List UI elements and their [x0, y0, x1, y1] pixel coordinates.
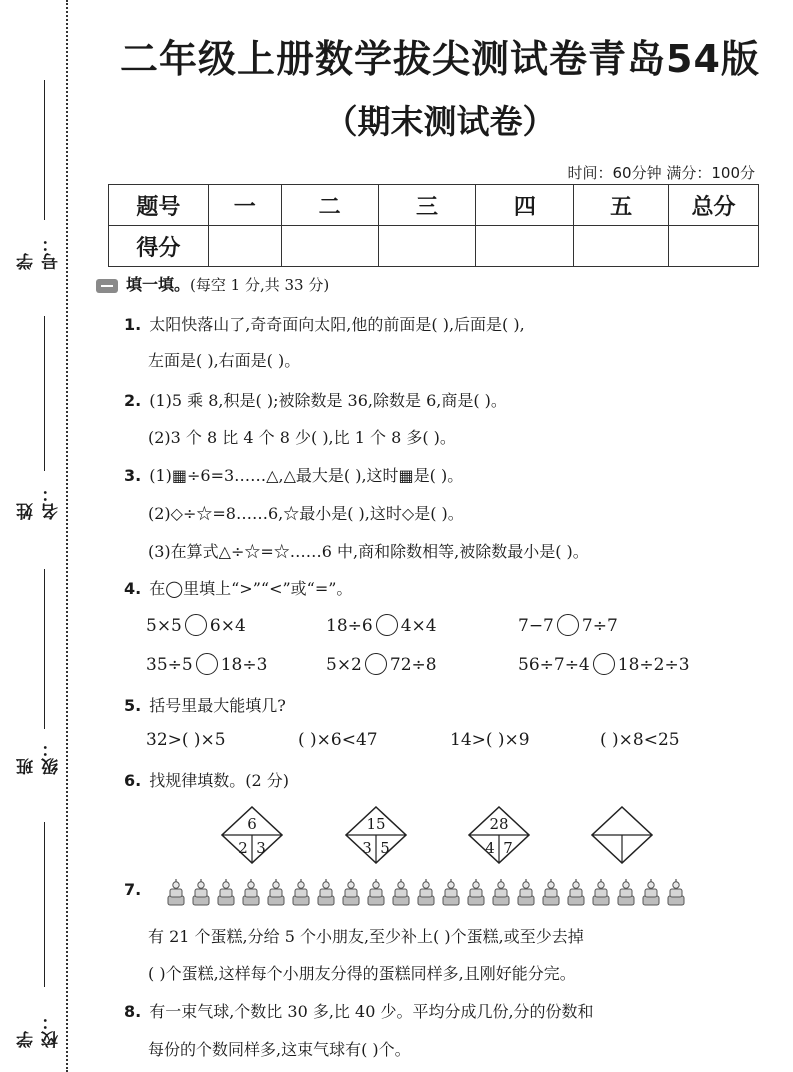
question-1-line-1: 太阳快落山了,奇奇面向太阳,他的前面是( ),后面是( ),	[149, 315, 525, 334]
diamond-right-number: 5	[380, 839, 390, 857]
cake-icon	[418, 879, 434, 905]
compare-left: 18÷6	[326, 616, 373, 636]
diamond-left-number: 4	[485, 839, 495, 857]
compare-right: 4×4	[400, 616, 437, 636]
header-cell-question-no: 题号	[109, 185, 209, 226]
compare-right: 6×4	[209, 616, 246, 636]
name-line[interactable]	[44, 316, 45, 471]
class-field	[8, 565, 62, 775]
cake-icon	[293, 879, 309, 905]
question-7-line-2: ( )个蛋糕,这样每个小朋友分得的蛋糕同样多,且刚好能分完。	[148, 964, 576, 983]
question-7-line-1: 有 21 个蛋糕,分给 5 个小朋友,至少补上( )个蛋糕,或至少去掉	[148, 927, 584, 946]
section-1-heading	[96, 272, 329, 295]
question-6	[124, 768, 289, 791]
question-number: 5.	[124, 696, 142, 715]
header-cell-3: 三	[378, 185, 476, 226]
question-8-line-2: 每份的个数同样多,这束气球有( )个。	[148, 1040, 411, 1059]
compare-circle[interactable]	[557, 614, 579, 636]
cake-icon	[618, 879, 634, 905]
school-field	[8, 818, 62, 1048]
cake-icon	[193, 879, 209, 905]
question-3	[124, 463, 463, 486]
page-subtitle: （期末测试卷）	[324, 102, 556, 141]
compare-left: 5×5	[146, 616, 182, 636]
score-cell-4[interactable]	[476, 226, 574, 267]
cake-icon	[518, 879, 534, 905]
compare-item	[326, 653, 437, 675]
diamond-right-number: 7	[503, 839, 513, 857]
compare-left: 35÷5	[146, 655, 193, 675]
score-cell-3[interactable]	[378, 226, 476, 267]
cake-icon	[393, 879, 409, 905]
compare-item	[518, 614, 618, 636]
score-row-label: 得分	[109, 226, 209, 267]
compare-right: 18÷3	[220, 655, 268, 675]
question-8-line-1: 有一束气球,个数比 30 多,比 40 少。平均分成几份,分的份数和	[149, 1002, 594, 1021]
compare-item	[518, 653, 690, 675]
section-1-title: 填一填。	[126, 275, 191, 294]
diamond-top-number: 6	[247, 815, 257, 833]
question-1	[124, 312, 525, 335]
compare-right: 18÷2÷3	[617, 655, 690, 675]
pattern-diamond	[468, 806, 530, 864]
question-5	[124, 693, 286, 716]
compare-left: 7−7	[518, 616, 554, 636]
score-table-header-row	[109, 185, 759, 226]
score-cell-1[interactable]	[208, 226, 281, 267]
header-cell-2: 二	[281, 185, 378, 226]
question-number: 3.	[124, 466, 142, 485]
student-id-label: 学号：	[17, 234, 62, 270]
cake-icon	[243, 879, 259, 905]
score-cell-2[interactable]	[281, 226, 378, 267]
compare-item	[146, 653, 267, 675]
diamond-right-number: 3	[256, 839, 266, 857]
question-8	[124, 999, 594, 1022]
compare-circle[interactable]	[365, 653, 387, 675]
fill-item: ( )×6<47	[298, 730, 378, 750]
question-7	[124, 880, 149, 899]
class-line[interactable]	[44, 569, 45, 729]
header-cell-4: 四	[476, 185, 574, 226]
binding-margin	[0, 0, 72, 1072]
question-2-line-2: (2)3 个 8 比 4 个 8 少( ),比 1 个 8 多( )。	[148, 428, 456, 447]
question-2-line-1: (1)5 乘 8,积是( );被除数是 36,除数是 6,商是( )。	[149, 391, 507, 410]
question-number: 2.	[124, 391, 142, 410]
cake-icon	[668, 879, 684, 905]
section-1-note: (每空 1 分,共 33 分)	[190, 276, 330, 294]
diamond-left-number: 3	[362, 839, 372, 857]
cake-icon	[468, 879, 484, 905]
question-6-prompt: 找规律填数。(2 分)	[149, 771, 289, 790]
question-1-line-2: 左面是( ),右面是( )。	[148, 351, 301, 370]
name-label: 姓名：	[17, 484, 62, 520]
compare-circle[interactable]	[593, 653, 615, 675]
cake-icon	[218, 879, 234, 905]
cake-icon	[318, 879, 334, 905]
question-3-line-1: (1)▦÷6=3……△,△最大是( ),这时▦是( )。	[149, 466, 464, 485]
page-title: 二年级上册数学拔尖测试卷青岛54版	[120, 37, 760, 81]
header-cell-total: 总分	[669, 185, 759, 226]
question-2	[124, 388, 507, 411]
question-3-line-3: (3)在算式△÷☆=☆……6 中,商和除数相等,被除数最小是( )。	[148, 542, 589, 561]
cake-row	[166, 878, 696, 908]
cake-icon	[593, 879, 609, 905]
cake-icon	[343, 879, 359, 905]
header-cell-1: 一	[208, 185, 281, 226]
cake-icon	[268, 879, 284, 905]
fill-item: 32>( )×5	[146, 730, 226, 750]
cake-icon	[543, 879, 559, 905]
diamond-top-number: 15	[366, 815, 386, 833]
pattern-diamond-blank[interactable]	[591, 806, 653, 864]
header-cell-5: 五	[574, 185, 669, 226]
cake-icon	[168, 879, 184, 905]
question-4-prompt: 在◯里填上“>”“<”或“=”。	[149, 579, 353, 598]
school-line[interactable]	[44, 822, 45, 987]
question-number: 4.	[124, 579, 142, 598]
fill-item: 14>( )×9	[450, 730, 530, 750]
class-label: 班级：	[17, 739, 62, 775]
fill-item: ( )×8<25	[600, 730, 680, 750]
cut-line	[66, 0, 68, 1072]
cake-icon	[493, 879, 509, 905]
question-3-line-2: (2)◇÷☆=8……6,☆最小是( ),这时◇是( )。	[148, 504, 464, 523]
question-number: 8.	[124, 1002, 142, 1021]
compare-item	[146, 614, 246, 636]
cake-icon	[368, 879, 384, 905]
cake-icon	[568, 879, 584, 905]
cake-icon	[443, 879, 459, 905]
school-label: 学校：	[17, 1012, 62, 1048]
score-table	[108, 184, 759, 267]
compare-left: 5×2	[326, 655, 362, 675]
diamond-left-number: 2	[238, 839, 248, 857]
compare-circle[interactable]	[196, 653, 218, 675]
question-5-prompt: 括号里最大能填几?	[149, 696, 286, 715]
cake-icon	[643, 879, 659, 905]
student-id-line[interactable]	[44, 80, 45, 220]
pattern-diamond	[345, 806, 407, 864]
student-id-field	[8, 70, 62, 270]
score-cell-total[interactable]	[669, 226, 759, 267]
exam-timing: 时间：60分钟 满分：100分	[567, 164, 755, 182]
compare-right: 72÷8	[389, 655, 437, 675]
question-4	[124, 576, 352, 599]
pattern-diamond	[221, 806, 283, 864]
score-table-score-row	[109, 226, 759, 267]
question-number: 7.	[124, 880, 142, 899]
name-field	[8, 310, 62, 520]
compare-left: 56÷7÷4	[518, 655, 590, 675]
score-cell-5[interactable]	[574, 226, 669, 267]
section-one-badge-icon	[96, 279, 118, 293]
compare-right: 7÷7	[581, 616, 618, 636]
compare-circle[interactable]	[185, 614, 207, 636]
question-number: 6.	[124, 771, 142, 790]
compare-item	[326, 614, 437, 636]
compare-circle[interactable]	[376, 614, 398, 636]
question-number: 1.	[124, 315, 142, 334]
diamond-top-number: 28	[489, 815, 509, 833]
